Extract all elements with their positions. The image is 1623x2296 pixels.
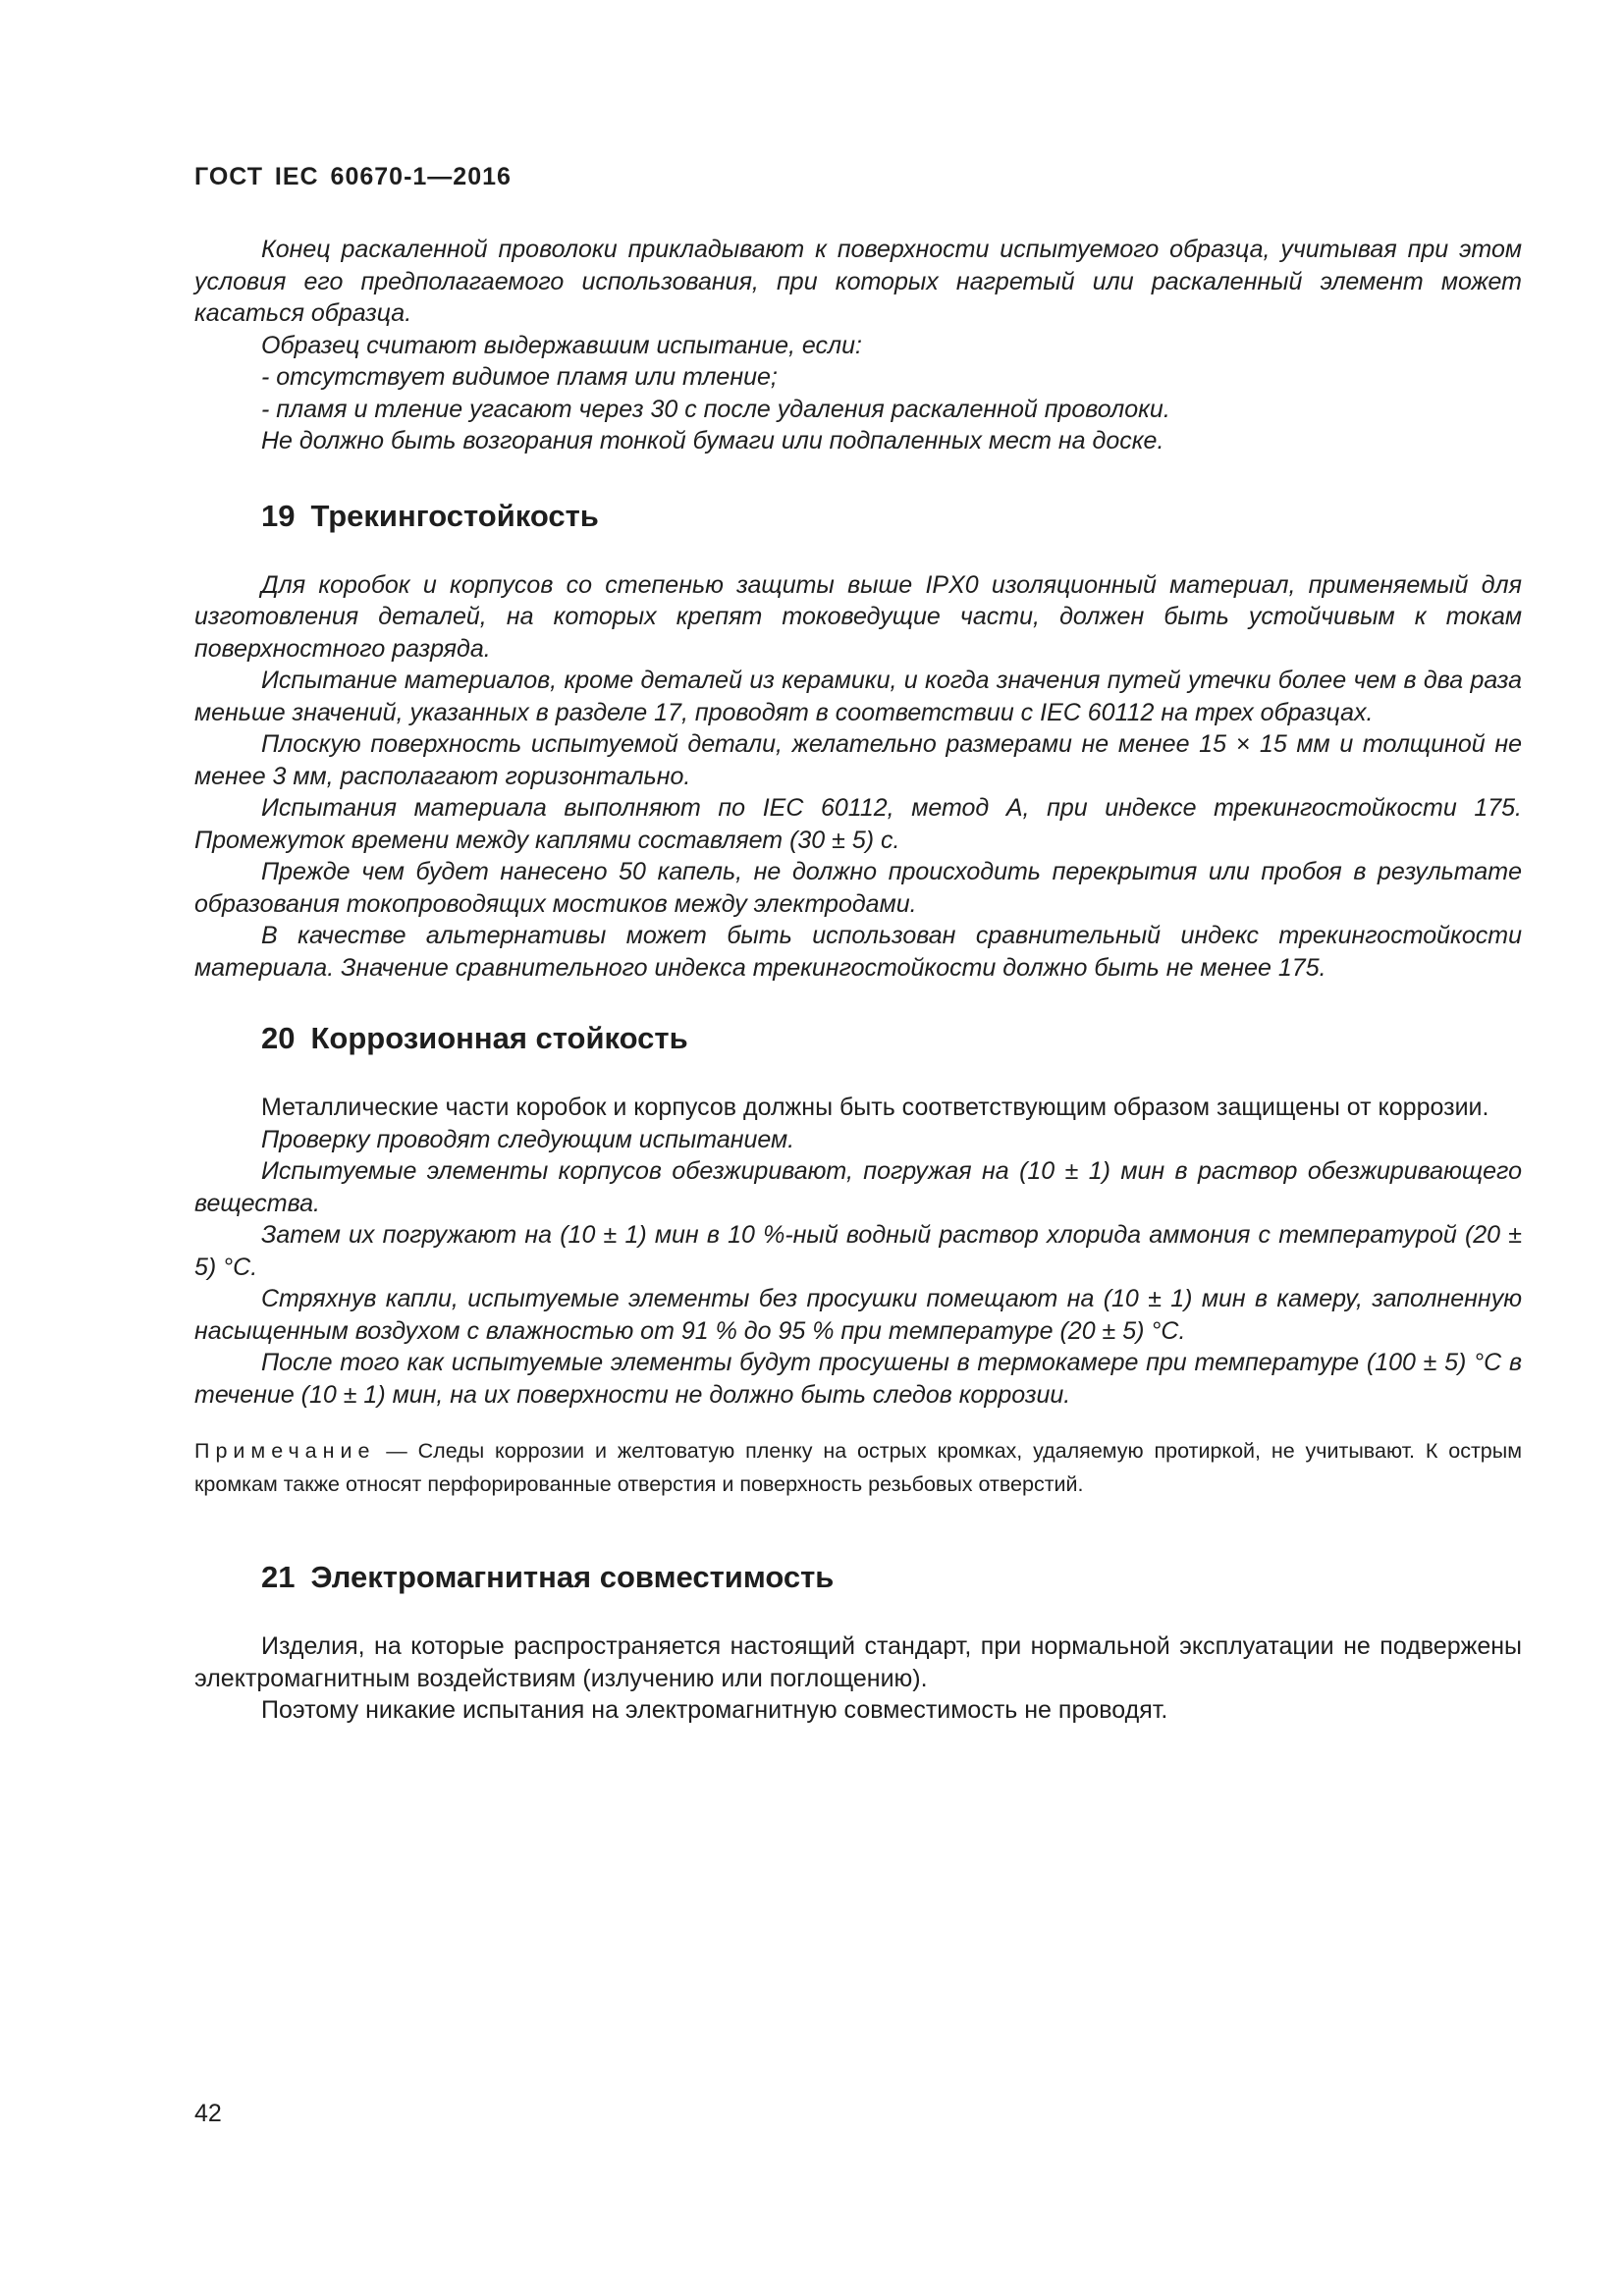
section-number: 21 xyxy=(261,1560,296,1594)
section-number: 19 xyxy=(261,498,296,533)
section-19-paragraph: Прежде чем будет нанесено 50 капель, не должно происходить перекрытия или пробоя в результате образования токопроводящих мостиков между электродами. xyxy=(194,858,1522,918)
section-title: Электромагнитная совместимость xyxy=(310,1560,835,1594)
intro-list-item: - отсутствует видимое пламя или тление; xyxy=(261,363,778,391)
section-20-heading xyxy=(194,1019,1522,1058)
section-19-paragraph: В качестве альтернативы может быть использован сравнительный индекс трекингостойкости материала. Значение сравнительного индекса трекингостойкости должно быть не менее 175. xyxy=(194,922,1522,982)
section-19-heading xyxy=(194,497,1522,536)
note-label: Примечание xyxy=(194,1439,376,1463)
intro-block xyxy=(194,234,1522,457)
section-number: 20 xyxy=(261,1021,296,1055)
section-21-paragraph: Поэтому никакие испытания на электромагнитную совместимость не проводят. xyxy=(261,1696,1168,1724)
section-20-paragraph: Стряхнув капли, испытуемые элементы без просушки помещают на (10 ± 1) мин в камеру, заполненную насыщенным воздухом с влажностью от 91 % до 95 % при температуре (20 ± 5) °С. xyxy=(194,1285,1522,1345)
note-text: — Следы коррозии и желтоватую пленку на острых кромках, удаляемую протиркой, не учитывают. К острым кромкам также относят перфорированные отверстия и поверхность резьбовых отверстий. xyxy=(194,1439,1522,1496)
section-19-paragraph: Испытания материала выполняют по IEC 60112, метод А, при индексе трекингостойкости 175. Промежуток времени между каплями составляет (30 ± 5) с. xyxy=(194,794,1522,854)
section-title: Трекингостойкость xyxy=(310,498,599,533)
section-20-paragraph: Проверку проводят следующим испытанием. xyxy=(261,1125,795,1153)
section-21-paragraph: Изделия, на которые распространяется настоящий стандарт, при нормальной эксплуатации не подвержены электромагнитным воздействиям (излучению или поглощению). xyxy=(194,1632,1522,1692)
page-content xyxy=(194,234,1522,1727)
intro-list-item: - пламя и тление угасают через 30 с после удаления раскаленной проволоки. xyxy=(261,395,1170,423)
note xyxy=(194,1434,1522,1501)
section-20-lead: Металлические части коробок и корпусов должны быть соответствующим образом защищены от коррозии. xyxy=(261,1094,1489,1121)
page-number: 42 xyxy=(194,2100,222,2127)
section-20-paragraph: После того как испытуемые элементы будут просушены в термокамере при температуре (100 ± 5) °С в течение (10 ± 1) мин, на их поверхности не должно быть следов коррозии. xyxy=(194,1349,1522,1409)
intro-paragraph: Образец считают выдержавшим испытание, если: xyxy=(261,331,862,359)
section-20-paragraph: Затем их погружают на (10 ± 1) мин в 10 %-ный водный раствор хлорида аммония с температурой (20 ± 5) °С. xyxy=(194,1221,1522,1281)
document-header: ГОСТ IEC 60670-1—2016 xyxy=(194,163,512,190)
section-19-body xyxy=(194,569,1522,985)
section-19-paragraph: Испытание материалов, кроме деталей из керамики, и когда значения путей утечки более чем в два раза меньше значений, указанных в разделе 17, проводят в соответствии с IEC 60112 на трех образцах. xyxy=(194,667,1522,726)
section-19-paragraph: Для коробок и корпусов со степенью защиты выше IPX0 изоляционный материал, применяемый для изготовления деталей, на которых крепят токоведущие части, должен быть устойчивым к токам поверхностного разряда. xyxy=(194,570,1522,663)
section-21-body xyxy=(194,1630,1522,1727)
intro-paragraph: Не должно быть возгорания тонкой бумаги или подпаленных мест на доске. xyxy=(261,427,1164,454)
section-19-paragraph: Плоскую поверхность испытуемой детали, желательно размерами не менее 15 × 15 мм и толщиной не менее 3 мм, располагают горизонтально. xyxy=(194,730,1522,790)
section-20-body xyxy=(194,1092,1522,1501)
section-21-heading xyxy=(194,1558,1522,1597)
section-20-paragraph: Испытуемые элементы корпусов обезжиривают, погружая на (10 ± 1) мин в раствор обезжиривающего вещества. xyxy=(194,1157,1522,1217)
section-title: Коррозионная стойкость xyxy=(310,1021,688,1055)
intro-paragraph: Конец раскаленной проволоки прикладывают к поверхности испытуемого образца, учитывая при этом условия его предполагаемого использования, при которых нагретый или раскаленный элемент может касаться образца. xyxy=(194,236,1522,327)
